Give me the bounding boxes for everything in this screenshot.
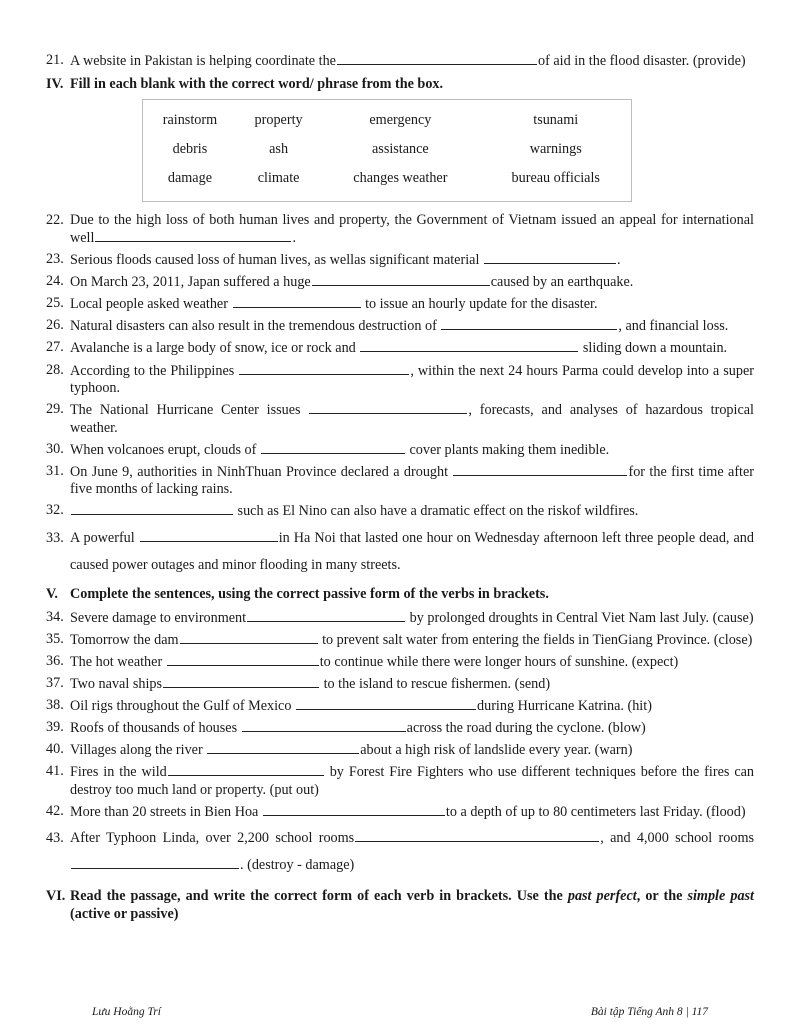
text-segment: , forecasts, and analyses of hazardous tropical weather. <box>70 402 754 436</box>
answer-blank[interactable] <box>163 675 319 688</box>
question-text <box>70 339 754 358</box>
question-28 <box>46 362 754 398</box>
question-text <box>70 609 754 628</box>
text-segment: When volcanoes erupt, clouds of <box>70 441 260 458</box>
text-segment: Avalanche is a large body of snow, ice or rock and <box>70 340 360 357</box>
questions-block-43 <box>46 825 754 879</box>
text-segment: According to the Philippines <box>70 362 239 379</box>
question-32 <box>46 502 754 521</box>
title-text: (active or passive) <box>70 905 179 922</box>
footer-book-page: Bài tập Tiếng Anh 8 | 117 <box>590 1006 708 1018</box>
questions-block-b <box>46 212 754 521</box>
section-number: IV. <box>46 75 64 92</box>
question-36 <box>46 653 754 672</box>
question-text <box>70 697 754 716</box>
answer-blank[interactable] <box>239 362 409 375</box>
text-segment: On June 9, authorities in NinhThuan Province declared a drought <box>70 463 453 480</box>
question-number: 38. <box>46 696 64 713</box>
page-footer <box>92 1006 708 1018</box>
question-number: 39. <box>46 719 64 735</box>
questions-block-33 <box>46 525 754 579</box>
question-number: 30. <box>46 440 64 457</box>
question-number: 31. <box>46 462 64 479</box>
word-box-item: climate <box>257 169 300 186</box>
text-segment: Oil rigs throughout the Gulf of Mexico <box>70 697 295 714</box>
question-number: 34. <box>46 608 64 625</box>
text-segment: A powerful <box>70 529 139 546</box>
section-title: Fill in each blank with the correct word/ phrase from the box. <box>70 75 444 92</box>
word-box-item: emergency <box>369 111 432 128</box>
question-number: 33. <box>46 529 64 546</box>
text-segment: cover plants making them inedible. <box>405 441 610 458</box>
question-30 <box>46 441 754 460</box>
question-number: 41. <box>46 763 64 780</box>
question-25 <box>46 295 754 314</box>
text-segment: Fires in the wild <box>70 764 167 781</box>
word-box-item: bureau officials <box>511 169 600 186</box>
section-iv-heading <box>46 75 754 93</box>
question-text <box>70 463 754 499</box>
answer-blank[interactable] <box>71 856 239 869</box>
question-29 <box>46 401 754 437</box>
question-number: 37. <box>46 674 64 691</box>
text-segment: Tomorrow the dam <box>70 631 179 648</box>
answer-blank[interactable] <box>355 829 599 842</box>
word-box-item: warnings <box>529 140 582 157</box>
text-segment: to issue an hourly update for the disaster. <box>361 296 598 313</box>
word-box-item: damage <box>167 169 212 186</box>
answer-blank[interactable] <box>95 229 291 242</box>
text-segment: . <box>292 230 296 246</box>
question-text <box>70 741 754 760</box>
question-number: 22. <box>46 211 64 228</box>
text-segment: Due to the high loss of both human lives and property, the Government of Vietnam issued an appeal for international well <box>70 211 754 246</box>
text-segment: sliding down a mountain. <box>579 340 728 357</box>
answer-blank[interactable] <box>360 339 578 352</box>
question-text <box>70 362 754 398</box>
text-segment: to the island to rescue fishermen. (send) <box>320 675 551 692</box>
text-segment: caused by an earthquake. <box>490 274 634 291</box>
question-41 <box>46 763 754 799</box>
answer-blank[interactable] <box>453 463 627 476</box>
question-39 <box>46 719 754 738</box>
title-text: Read the passage, and write the correct form of each verb in brackets. Use the <box>70 887 568 904</box>
text-segment: Severe damage to environment <box>70 609 247 626</box>
question-number: 24. <box>46 273 64 290</box>
question-35 <box>46 631 754 650</box>
question-number: 42. <box>46 802 64 819</box>
question-34 <box>46 609 754 628</box>
text-segment: of aid in the flood disaster. (provide) <box>537 53 746 69</box>
text-segment: across the road during the cyclone. (blow) <box>406 720 646 736</box>
text-segment: Roofs of thousands of houses <box>70 720 241 736</box>
question-number: 32. <box>46 502 64 519</box>
text-segment: in Ha Noi that lasted one hour on Wednesday afternoon left three people dead, and caused power outages and minor flooding in many streets. <box>70 529 754 573</box>
text-segment: Villages along the river <box>70 742 207 759</box>
questions-block-c <box>46 609 754 822</box>
answer-blank[interactable] <box>312 273 490 286</box>
question-number: 21. <box>46 52 64 68</box>
question-number: 25. <box>46 295 64 312</box>
text-segment: to prevent salt water from entering the fields in TienGiang Province. (close) <box>318 631 753 648</box>
question-number: 43. <box>46 829 64 846</box>
word-box-item: tsunami <box>533 111 579 128</box>
question-33 <box>46 525 754 579</box>
question-text <box>70 525 754 579</box>
footer-author: Lưu Hoằng Trí <box>92 1006 161 1018</box>
answer-blank[interactable] <box>441 317 617 330</box>
word-box-item: debris <box>172 140 208 157</box>
question-text <box>70 719 754 738</box>
question-text <box>70 675 754 694</box>
answer-blank[interactable] <box>167 653 319 666</box>
text-segment: Natural disasters can also result in the tremendous destruction of <box>70 318 441 335</box>
answer-blank[interactable] <box>247 609 405 622</box>
question-text <box>70 653 754 672</box>
text-segment: The hot weather <box>70 653 166 670</box>
question-text <box>70 317 754 336</box>
answer-blank[interactable] <box>140 529 278 542</box>
question-number: 40. <box>46 741 64 758</box>
word-table <box>143 106 631 193</box>
word-box-item: ash <box>269 140 289 157</box>
text-segment: , within the next 24 hours Parma could develop into a super typhoon. <box>70 362 754 397</box>
question-27 <box>46 339 754 358</box>
text-segment: On March 23, 2011, Japan suffered a huge <box>70 274 311 291</box>
section-title <box>70 887 754 923</box>
answer-blank[interactable] <box>180 631 318 644</box>
question-31 <box>46 463 754 499</box>
question-38 <box>46 697 754 716</box>
question-text <box>70 295 754 314</box>
text-segment: A website in Pakistan is helping coordinate the <box>70 53 336 69</box>
text-segment: to a depth of up to 80 centimeters last Friday. (flood) <box>445 803 746 820</box>
exercise-page <box>46 52 754 929</box>
question-text <box>70 825 754 879</box>
word-box-row <box>143 164 631 193</box>
title-italic-simple-past: simple past <box>687 887 754 904</box>
question-43 <box>46 825 754 879</box>
text-segment: to continue while there were longer hours of sunshine. (expect) <box>319 653 679 670</box>
section-title: Complete the sentences, using the correct passive form of the verbs in brackets. <box>70 585 549 602</box>
section-number: VI. <box>46 887 66 904</box>
question-42 <box>46 803 754 822</box>
word-box-item: property <box>254 111 303 128</box>
text-segment: More than 20 streets in Bien Hoa <box>70 803 262 820</box>
answer-blank[interactable] <box>207 741 359 754</box>
question-number: 26. <box>46 317 64 334</box>
text-segment: . <box>616 252 621 269</box>
question-26 <box>46 317 754 336</box>
text-segment: such as El Nino can also have a dramatic effect on the riskof wildfires. <box>234 503 639 520</box>
question-text <box>70 441 754 460</box>
question-text <box>70 401 754 437</box>
question-number: 36. <box>46 652 64 669</box>
question-21 <box>46 52 754 71</box>
question-number: 27. <box>46 339 64 356</box>
text-segment: , and financial loss. <box>618 318 729 335</box>
text-segment: Serious floods caused loss of human lives, as wellas significant material <box>70 252 483 269</box>
title-text: , or the <box>636 887 688 904</box>
question-text <box>70 631 754 650</box>
question-24 <box>46 273 754 292</box>
word-box-row <box>143 106 631 135</box>
answer-blank[interactable] <box>263 803 445 816</box>
answer-blank[interactable] <box>337 52 537 65</box>
answer-blank[interactable] <box>233 295 361 308</box>
text-segment: Local people asked weather <box>70 296 232 313</box>
answer-blank[interactable] <box>261 441 405 454</box>
question-text <box>70 52 754 71</box>
question-text <box>70 212 754 248</box>
question-text <box>70 803 754 822</box>
text-segment: by Forest Fire Fighters who use different techniques before the fires can destroy too much land or property. (put out) <box>70 764 755 798</box>
question-number: 35. <box>46 630 64 647</box>
text-segment: during Hurricane Katrina. (hit) <box>477 697 652 714</box>
word-box <box>142 99 632 202</box>
answer-blank[interactable] <box>168 763 324 776</box>
text-segment: about a high risk of landslide every year. (warn) <box>360 742 633 759</box>
question-number: 29. <box>46 401 64 418</box>
word-box-item: changes weather <box>353 169 448 186</box>
text-segment: After Typhoon Linda, over 2,200 school rooms <box>70 829 355 846</box>
questions-block-a <box>46 52 754 71</box>
question-number: 23. <box>46 251 64 268</box>
word-box-row <box>143 135 631 164</box>
answer-blank[interactable] <box>309 401 467 414</box>
word-box-item: rainstorm <box>162 111 218 128</box>
question-37 <box>46 675 754 694</box>
section-vi-heading <box>46 887 754 923</box>
answer-blank[interactable] <box>71 502 233 515</box>
question-text <box>70 251 754 270</box>
question-number: 28. <box>46 361 64 378</box>
text-segment: for the first time after five months of lacking rains. <box>70 463 755 498</box>
section-v-heading <box>46 585 754 603</box>
section-number: V. <box>46 585 58 602</box>
word-box-item: assistance <box>372 140 429 157</box>
text-segment: Two naval ships <box>70 675 163 692</box>
question-text <box>70 273 754 292</box>
text-segment: The National Hurricane Center issues <box>70 402 309 419</box>
text-segment: by prolonged droughts in Central Viet Nam last July. (cause) <box>406 609 754 626</box>
question-23 <box>46 251 754 270</box>
question-text <box>70 763 754 799</box>
question-22 <box>46 212 754 248</box>
text-segment: . (destroy - damage) <box>240 856 355 873</box>
question-text <box>70 502 754 521</box>
title-italic-past-perfect: past perfect <box>567 887 637 904</box>
text-segment: , and 4,000 school rooms <box>600 829 754 846</box>
answer-blank[interactable] <box>242 719 406 732</box>
question-40 <box>46 741 754 760</box>
answer-blank[interactable] <box>296 697 476 710</box>
answer-blank[interactable] <box>484 251 616 264</box>
